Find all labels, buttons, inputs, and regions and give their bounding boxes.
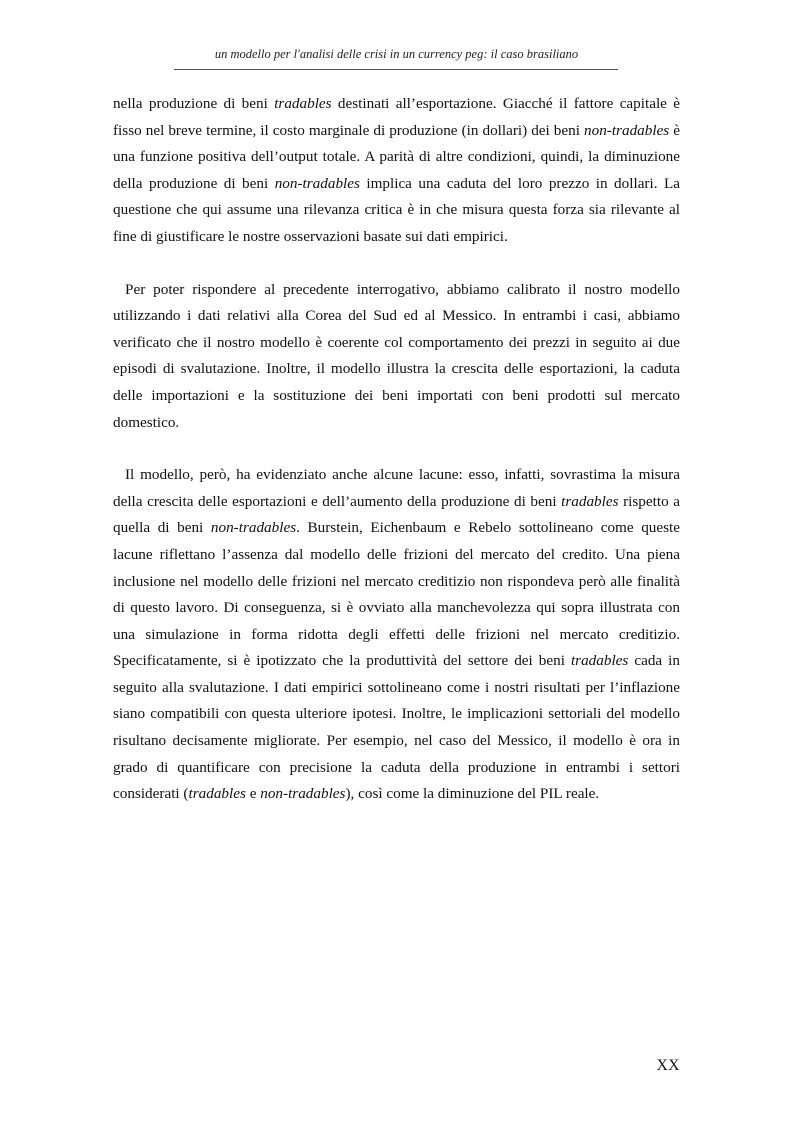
text-run: nella produzione di beni	[113, 95, 275, 112]
italic-term: tradables	[561, 492, 619, 510]
text-run: cada in seguito alla svalutazione. I dati empirici sottolineano come i nostri risultati per l’inflazione siano compatibili con questa ulteriore ipotesi. Inoltre, le implicazioni settoriali del modello risultano decisamente migliorate. Per esempio, nel caso del Messico, il modello è ora in grado di quantificare con precisione la caduta della produzione in entrambi i settori considerati (	[113, 652, 680, 803]
text-run: ), così come la diminuzione del PIL reale.	[345, 785, 600, 803]
paragraph-2	[113, 277, 680, 437]
text-run: Il modello, però, ha evidenziato anche alcune lacune: esso, infatti, sovrastima la misura della crescita delle esportazioni e dell’aumento della produzione di beni	[113, 466, 680, 510]
italic-term: tradables	[570, 652, 629, 670]
italic-term: tradables	[274, 95, 332, 112]
text-run: implica una caduta del loro prezzo in dollari. La questione che qui assume una rilevanza critica è in che misura questa forza sia rilevante al fine di giustificare le nostre osservazioni basate sui dati empirici.	[113, 174, 680, 245]
text-run: destinati all’esportazione. Giacché il fattore capitale è fisso nel breve termine, il costo marginale di produzione (in dollari) dei beni	[113, 95, 680, 139]
text-run: e	[245, 785, 261, 803]
italic-term: non-tradables	[584, 121, 670, 139]
text-run: rispetto a quella di beni	[113, 492, 680, 537]
text-run: Per poter rispondere al precedente interrogativo, abbiamo calibrato il nostro modello utilizzando i dati relativi alla Corea del Sud ed al Messico. In entrambi i casi, abbiamo verificato che il nostro modello è coerente col comportamento dei prezzi in seguito ai due episodi di svalutazione. Inoltre, il modello illustra la crescita delle esportazioni, la caduta delle importazioni e la sostituzione dei beni importati con beni prodotti sul mercato domestico.	[113, 280, 680, 431]
paragraph-1	[113, 91, 680, 251]
italic-term: tradables	[188, 785, 246, 803]
page-number: XX	[656, 1057, 680, 1074]
body-text	[113, 91, 680, 808]
paragraph-3	[113, 462, 680, 808]
running-header-title: un modello per l'analisi delle crisi in un currency peg: il caso brasiliano	[214, 47, 579, 61]
header-rule	[174, 69, 618, 70]
italic-term: non-tradables	[210, 519, 297, 537]
italic-term: non-tradables	[274, 174, 360, 192]
text-run: è una funzione positiva dell’output totale. A parità di altre condizioni, quindi, la diminuzione della produzione di beni	[113, 121, 680, 192]
text-run: . Burstein, Eichenbaum e Rebelo sottolineano come queste lacune riflettano l’assenza dal modello delle frizioni del mercato del credito. Una piena inclusione nel modello delle frizioni nel mercato creditizio non rispondeva però alle finalità di questo lavoro. Di conseguenza, si è ovviato alla manchevolezza qui sopra illustrata con una simulazione in forma ridotta degli effetti delle frizioni nel mercato creditizio. Specificatamente, si è ipotizzato che la produttività del settore dei beni	[113, 519, 680, 670]
italic-term: non-tradables	[260, 785, 346, 803]
